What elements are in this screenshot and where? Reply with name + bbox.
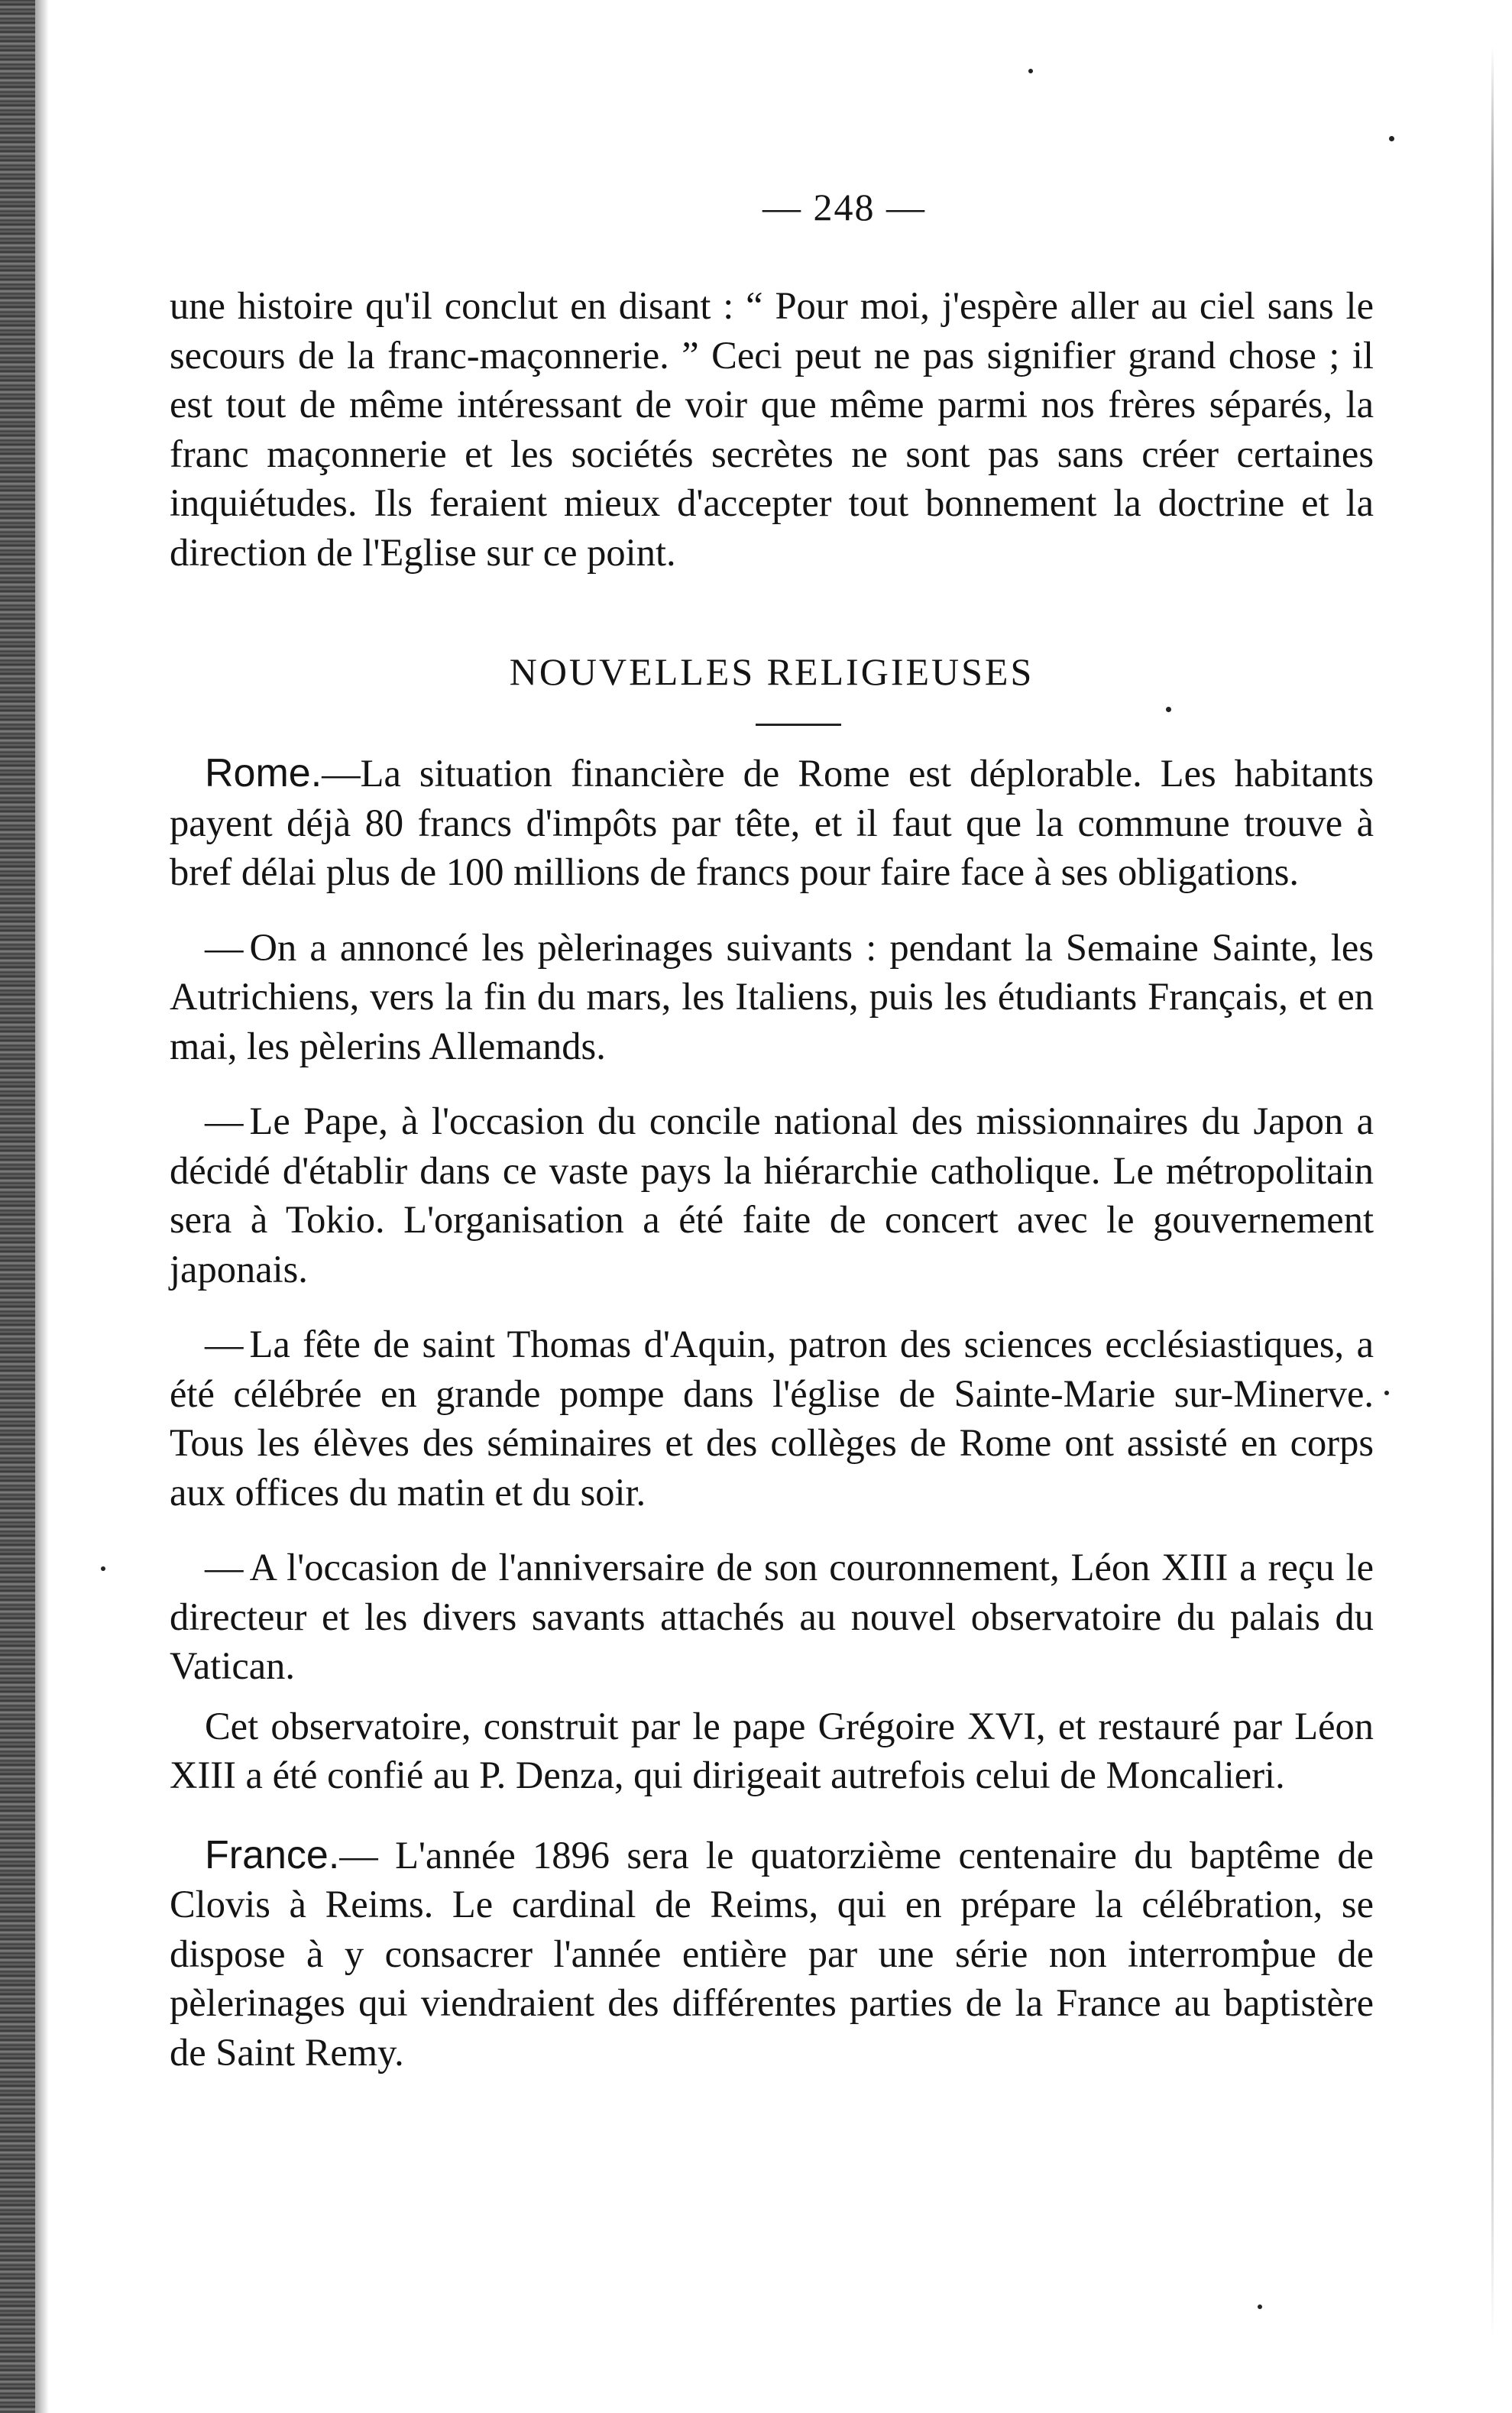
section-divider [756,724,841,726]
scan-speck [1258,2304,1262,2309]
news-dash: — [205,925,244,969]
news-dash: — [205,1323,244,1365]
news-text: Le Pape, à l'occasion du concile national des missionnaires du Japon a décidé d'établir dans ce vaste pays la hiérarchie catholique. Le métropolitain sera à Tokio. L'organisation a été faite de concert avec le gouvernement japonais. [170,1100,1374,1291]
news-text: On a annoncé les pèlerinages suivants : pendant la Semaine Sainte, les Autrichiens, vers la fin du mars, les Italiens, puis les étudiants Français, et en mai, les pèlerins Allemands. [170,925,1374,1067]
news-text: A l'occasion de l'anniversaire de son couronnement, Léon XIII a reçu le directeur et les divers savants attachés au nouvel observatoire du palais du Vatican. [170,1546,1374,1687]
news-dash: — [205,1100,244,1142]
news-text: La fête de saint Thomas d'Aquin, patron des sciences ecclésiastiques, a été célébrée en grande pompe dans l'église de Sainte-Marie sur-Minerve. Tous les élèves des séminaires et des collèges de Rome ont assisté en corps aux offices du matin et du soir. [170,1323,1374,1514]
rome-text: La situation financière de Rome est déplorable. Les habitants payent déjà 80 francs d'impôts par tête, et il faut que la commune trouve à bref délai plus de 100 millions de francs pour faire face à ses obligations. [170,752,1374,893]
news-paragraph-pilgrimages [170,923,1374,1071]
scan-binding-edge [0,0,35,2413]
france-text: L'année 1896 sera le quatorzième centenaire du baptême de Clovis à Reims. Le cardinal de Reims, qui en prépare la célébration, se dispose à y consacrer l'année entière par une série non interrompue de pèlerinages qui viendraient des différentes parties de la France au baptistère de Saint Remy. [170,1833,1374,2074]
news-dash: — [205,1546,244,1589]
france-lead: France. [205,1832,340,1877]
observatory-paragraph: Cet observatoire, construit par le pape Grégoire XVI, et restauré par Léon XIII a été confié au P. Denza, qui dirigeait autrefois celui de Moncalieri. [170,1704,1374,1796]
scan-speck [1389,136,1394,141]
news-paragraph-japan [170,1096,1374,1294]
scan-speck [1028,69,1033,73]
scan-speck [1384,1391,1389,1395]
rome-dash: — [322,752,361,795]
document-page [170,180,1374,2077]
france-paragraph [170,1831,1374,2078]
section-title: NOUVELLES RELIGIEUSES [509,650,1034,693]
rome-lead: Rome. [205,751,322,795]
rome-paragraph [170,749,1374,897]
intro-paragraph: une histoire qu'il conclut en disant : “ Pour moi, j'espère aller au ciel sans le secours de la franc-maçonnerie. ” Ceci peut ne pas signifier grand chose ; il est tout de même intéressant de voir que même parmi nos frères séparés, la franc maçonnerie et les sociétés secrètes ne sont pas sans créer certaines inquiétudes. Ils feraient mieux d'accepter tout bonnement la doctrine et la direction de l'Eglise sur ce point. [170,284,1374,574]
scan-speck [101,1566,105,1571]
scan-right-edge [1491,46,1494,2338]
page-number: — 248 — [762,186,926,228]
france-dash: — [339,1833,378,1877]
news-paragraph-observatory [170,1543,1374,1691]
scan-binding-shadow [35,0,49,2413]
news-paragraph-saint-thomas [170,1320,1374,1517]
